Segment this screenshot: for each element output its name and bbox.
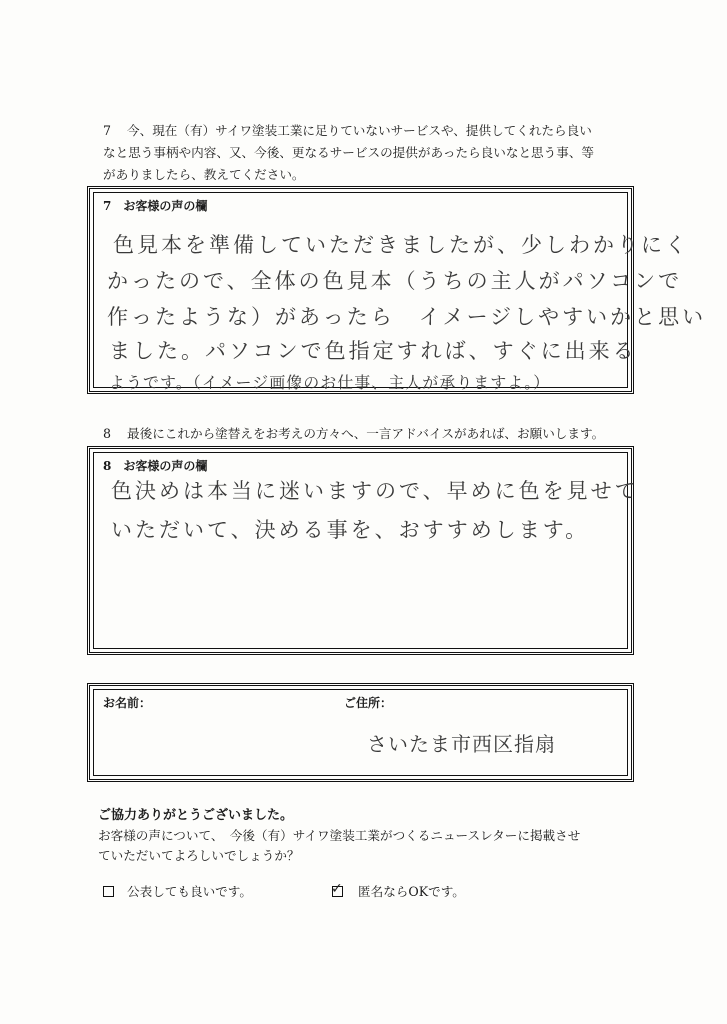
q7-handwritten-line-2: かったので、全体の色見本（うちの主人がパソコンで (107, 269, 683, 293)
q7-answer-box (87, 186, 707, 394)
q8-question: 最後にこれから塗替えをお考えの方々へ、一言アドバイスがあれば、お願いします。 (127, 426, 605, 441)
closing-line-2: ていただいてよろしいでしょうか？ (98, 848, 300, 863)
q7-handwritten-line-1: 色見本を準備していただきましたが、少しわかりにく (113, 233, 689, 257)
q7-box-label: 7 お客様の声の欄 (103, 199, 208, 213)
name-label: お名前： (103, 696, 152, 710)
q7-question-line-2: なと思う事柄や内容、又、今後、更なるサービスの提供があったら良いなと思う事、等 (103, 145, 595, 160)
option-anonymous-label: 匿名ならOKです。 (358, 884, 465, 899)
check-mark-icon: ✓ (331, 881, 343, 897)
q7-question-line-3: がありましたら、教えてください。 (103, 167, 305, 182)
q8-handwritten-line-2: いただいて、決める事を、おすすめします。 (111, 518, 590, 542)
q7-handwritten-line-3: 作ったような）があったら イメージしやすいかと思い (107, 305, 707, 329)
option-public-label: 公表しても良いです。 (127, 884, 252, 899)
option-public-checkbox[interactable] (103, 886, 114, 897)
q8-number: 8 (103, 426, 112, 441)
address-value: さいたま市西区指扇 (367, 732, 556, 756)
q8-answer-box (87, 446, 639, 655)
closing-line-1: お客様の声について、 今後（有）サイワ塗装工業がつくるニュースレターに掲載させ (98, 828, 581, 843)
thanks-heading: ご協力ありがとうございました。 (98, 808, 294, 823)
contact-box (87, 683, 634, 782)
q7-number: 7 (103, 123, 112, 138)
q8-box-label: 8 お客様の声の欄 (103, 459, 208, 473)
address-label: ご住所： (344, 696, 393, 710)
q8-handwritten-line-1: 色決めは本当に迷いますので、早めに色を見せて (111, 479, 639, 503)
q7-question-line-1: 今、現在（有）サイワ塗装工業に足りていないサービスや、提供してくれたら良い (127, 123, 592, 138)
q7-handwritten-line-4: ました。パソコンで色指定すれば、すぐに出来る (109, 339, 637, 363)
q7-handwritten-line-5: ようです。（イメージ画像のお仕事、主人が承りますよ。） (109, 373, 551, 392)
